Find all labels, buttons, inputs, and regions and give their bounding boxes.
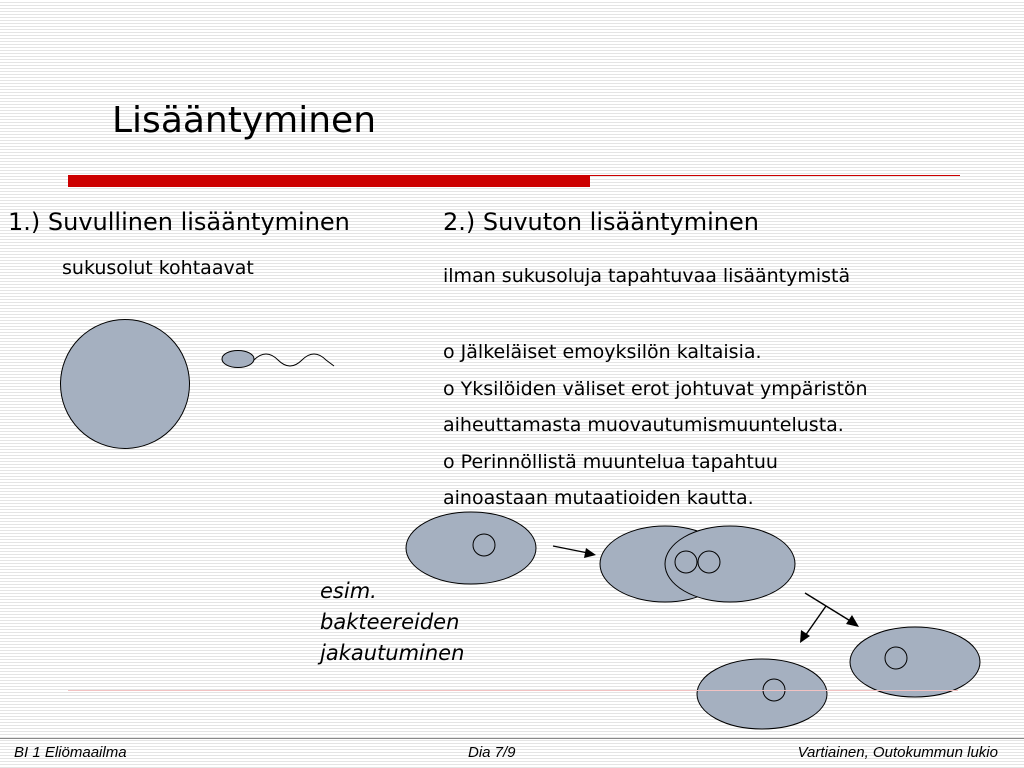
asexual-reproduction-description: ilman sukusoluja tapahtuvaa lisääntymistä	[443, 265, 851, 287]
bacterium-dividing-right-illustration	[665, 526, 795, 602]
bullet-line: ainoastaan mutaatioiden kautta.	[443, 487, 754, 509]
footer-author: Vartiainen, Outokummun lukio	[797, 744, 998, 761]
sperm-tail-illustration	[254, 354, 334, 366]
arrow-head	[584, 548, 596, 558]
sperm-head-illustration	[222, 351, 254, 368]
asexual-reproduction-heading: 2.) Suvuton lisääntyminen	[443, 208, 759, 236]
footer-course: BI 1 Eliömaailma	[14, 744, 127, 761]
example-line: esim.	[320, 579, 377, 603]
bullet-line: aiheuttamasta muovautumismuuntelusta.	[443, 414, 844, 436]
example-line: jakautuminen	[320, 641, 465, 665]
bullet-line: o Jälkeläiset emoyksilön kaltaisia.	[443, 341, 762, 363]
sexual-reproduction-heading: 1.) Suvullinen lisääntyminen	[8, 208, 350, 236]
footer-divider	[0, 738, 1024, 739]
slide-title: Lisääntyminen	[112, 100, 377, 141]
arrow-line	[553, 546, 588, 553]
bacterium-daughter-left-illustration	[697, 659, 827, 729]
footer-slide-number: Dia 7/9	[468, 744, 516, 761]
bacterium-daughter-right-illustration	[850, 627, 980, 697]
bottom-divider	[68, 690, 958, 691]
bacterium-parent-illustration	[406, 512, 536, 584]
arrow-line	[805, 606, 826, 636]
egg-cell-illustration	[61, 320, 190, 449]
bullet-line: o Perinnöllistä muuntelua tapahtuu	[443, 450, 778, 473]
bullet-line: o Yksilöiden väliset erot johtuvat ympäristön	[443, 377, 868, 400]
example-line: bakteereiden	[320, 610, 460, 634]
sexual-reproduction-description: sukusolut kohtaavat	[62, 257, 254, 279]
arrow-head	[846, 615, 859, 627]
arrow-line	[805, 593, 852, 622]
